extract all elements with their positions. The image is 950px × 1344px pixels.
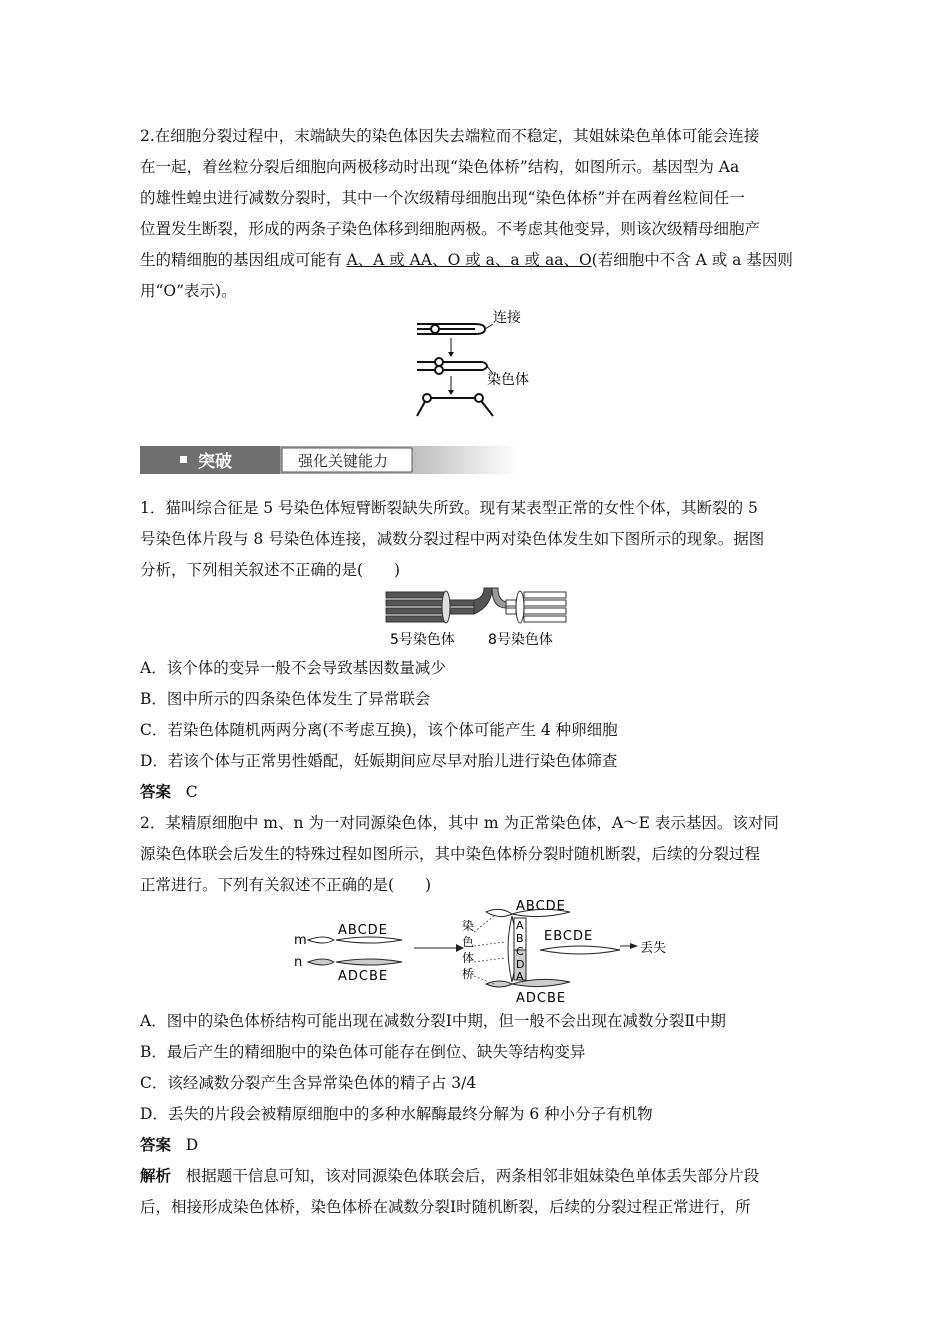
label-bridge-4: 桥 (462, 967, 475, 981)
q1-stem-line-3: 分析，下列相关叙述不正确的是( ) (140, 561, 401, 579)
chromosome-5-8-figure (384, 586, 574, 650)
label-lost: 丢失 (640, 941, 667, 956)
label-chr5: 5号染色体 (390, 632, 455, 648)
label-n-genes: ADCBE (338, 969, 389, 984)
q1-answer-label: 答案 (140, 782, 172, 801)
label-bridge-1: 染 (462, 919, 475, 933)
q1-option-b: B．图中所示的四条染色体发生了异常联会 (140, 690, 431, 708)
label-bridge-2: 色 (462, 935, 475, 949)
label-chr8: 8号染色体 (488, 632, 553, 648)
label-m: m (294, 933, 307, 948)
q-prev-line-2: 在一起，着丝粒分裂后细胞向两极移动时出现“染色体桥”结构，如图所示。基因型为 Aa (140, 158, 740, 176)
label-bridge-gene-1: A (516, 919, 524, 932)
q-prev-line-1: 2.在细胞分裂过程中，末端缺失的染色体因失去端粒而不稳定，其姐妹染色单体可能会连接 (140, 127, 760, 145)
label-bridge-gene-3: C (516, 945, 524, 958)
label-n: n (294, 955, 303, 970)
banner-left-label: 突破 (198, 452, 232, 472)
label-connect: 连接 (493, 310, 521, 326)
q-prev-line-6: 用“O”表示)。 (140, 282, 237, 300)
label-bridge-gene-4: D (516, 958, 525, 971)
label-bridge-gene-2: B (516, 932, 524, 945)
q2-option-d: D．丢失的片段会被精原细胞中的多种水解酶最终分解为 6 种小分子有机物 (140, 1105, 653, 1123)
q2-answer (140, 1135, 198, 1155)
q-prev-line-4: 位置发生断裂，形成的两条子染色体移到细胞两极。不考虑其他变异，则该次级精母细胞产 (140, 220, 761, 238)
q1-answer (140, 782, 198, 802)
q-prev-line-3: 的雄性蝗虫进行减数分裂时，其中一个次级精母细胞出现“染色体桥”并在两着丝粒间任一 (140, 189, 745, 207)
chromosome-bridge-process-figure (290, 898, 670, 1006)
q-prev-line-5-post: (若细胞中不含 A 或 a 基因则 (591, 251, 793, 269)
chromosome-bridge-figure (405, 306, 545, 418)
q2-stem-line-3: 正常进行。下列有关叙述不正确的是( ) (140, 876, 432, 894)
q1-option-c: C．若染色体随机两两分离(不考虑互换)，该个体可能产生 4 种卵细胞 (140, 721, 618, 739)
q2-option-a: A．图中的染色体桥结构可能出现在减数分裂Ⅰ中期，但一般不会出现在减数分裂Ⅱ中期 (140, 1012, 726, 1030)
q2-option-c: C．该经减数分裂产生含异常染色体的精子占 3/4 (140, 1074, 477, 1092)
q2-analysis-text-1: 根据题干信息可知，该对同源染色体联会后，两条相邻非姐妹染色单体丢失部分片段 (185, 1167, 760, 1185)
label-m-genes: ABCDE (338, 923, 388, 938)
label-bridge-3: 体 (462, 951, 475, 965)
label-lost-genes: EBCDE (544, 929, 594, 944)
q2-analysis-label: 解析 (140, 1166, 172, 1185)
q1-stem-line-1: 1．猫叫综合征是 5 号染色体短臂断裂缺失所致。现有某表型正常的女性个体，其断裂的 5 (140, 499, 758, 517)
q1-stem-line-2: 号染色体片段与 8 号染色体连接，减数分裂过程中两对染色体发生如下图所示的现象。据图 (140, 530, 765, 548)
q2-stem-line-2: 源染色体联会后发生的特殊过程如图所示，其中染色体桥分裂时随机断裂，后续的分裂过程 (140, 845, 761, 863)
label-top-genes: ABCDE (516, 899, 566, 914)
label-bottom-genes: ADCBE (516, 991, 567, 1006)
q1-answer-value: C (185, 783, 198, 801)
label-bridge-gene-5: A (516, 970, 524, 983)
q1-option-d: D．若该个体与正常男性婚配，妊娠期间应尽早对胎儿进行染色体筛查 (140, 752, 618, 770)
q2-analysis-line-2: 后，相接形成染色体桥，染色体桥在减数分裂Ⅰ时随机断裂，后续的分裂过程正常进行，所 (140, 1198, 751, 1216)
q-prev-line-5-pre: 生的精细胞的基因组成可能有 (140, 251, 347, 269)
q1-option-a: A．该个体的变异一般不会导致基因数量减少 (140, 659, 446, 677)
q2-analysis-line-1 (140, 1166, 759, 1186)
q2-option-b: B．最后产生的精细胞中的染色体可能存在倒位、缺失等结构变异 (140, 1043, 586, 1061)
banner-right-label: 强化关键能力 (298, 452, 389, 470)
q2-stem-line-1: 2．某精原细胞中 m、n 为一对同源染色体，其中 m 为正常染色体，A～E 表示基因。该对同 (140, 814, 779, 832)
q-prev-answer: A、A 或 AA、O 或 a、a 或 aa、O (346, 251, 592, 269)
q-prev-line-5 (140, 250, 793, 270)
q2-answer-label: 答案 (140, 1135, 172, 1154)
banner-graphic (140, 438, 518, 478)
q2-answer-value: D (185, 1136, 199, 1154)
label-chromosome: 染色体 (487, 372, 529, 388)
section-banner (140, 438, 518, 478)
